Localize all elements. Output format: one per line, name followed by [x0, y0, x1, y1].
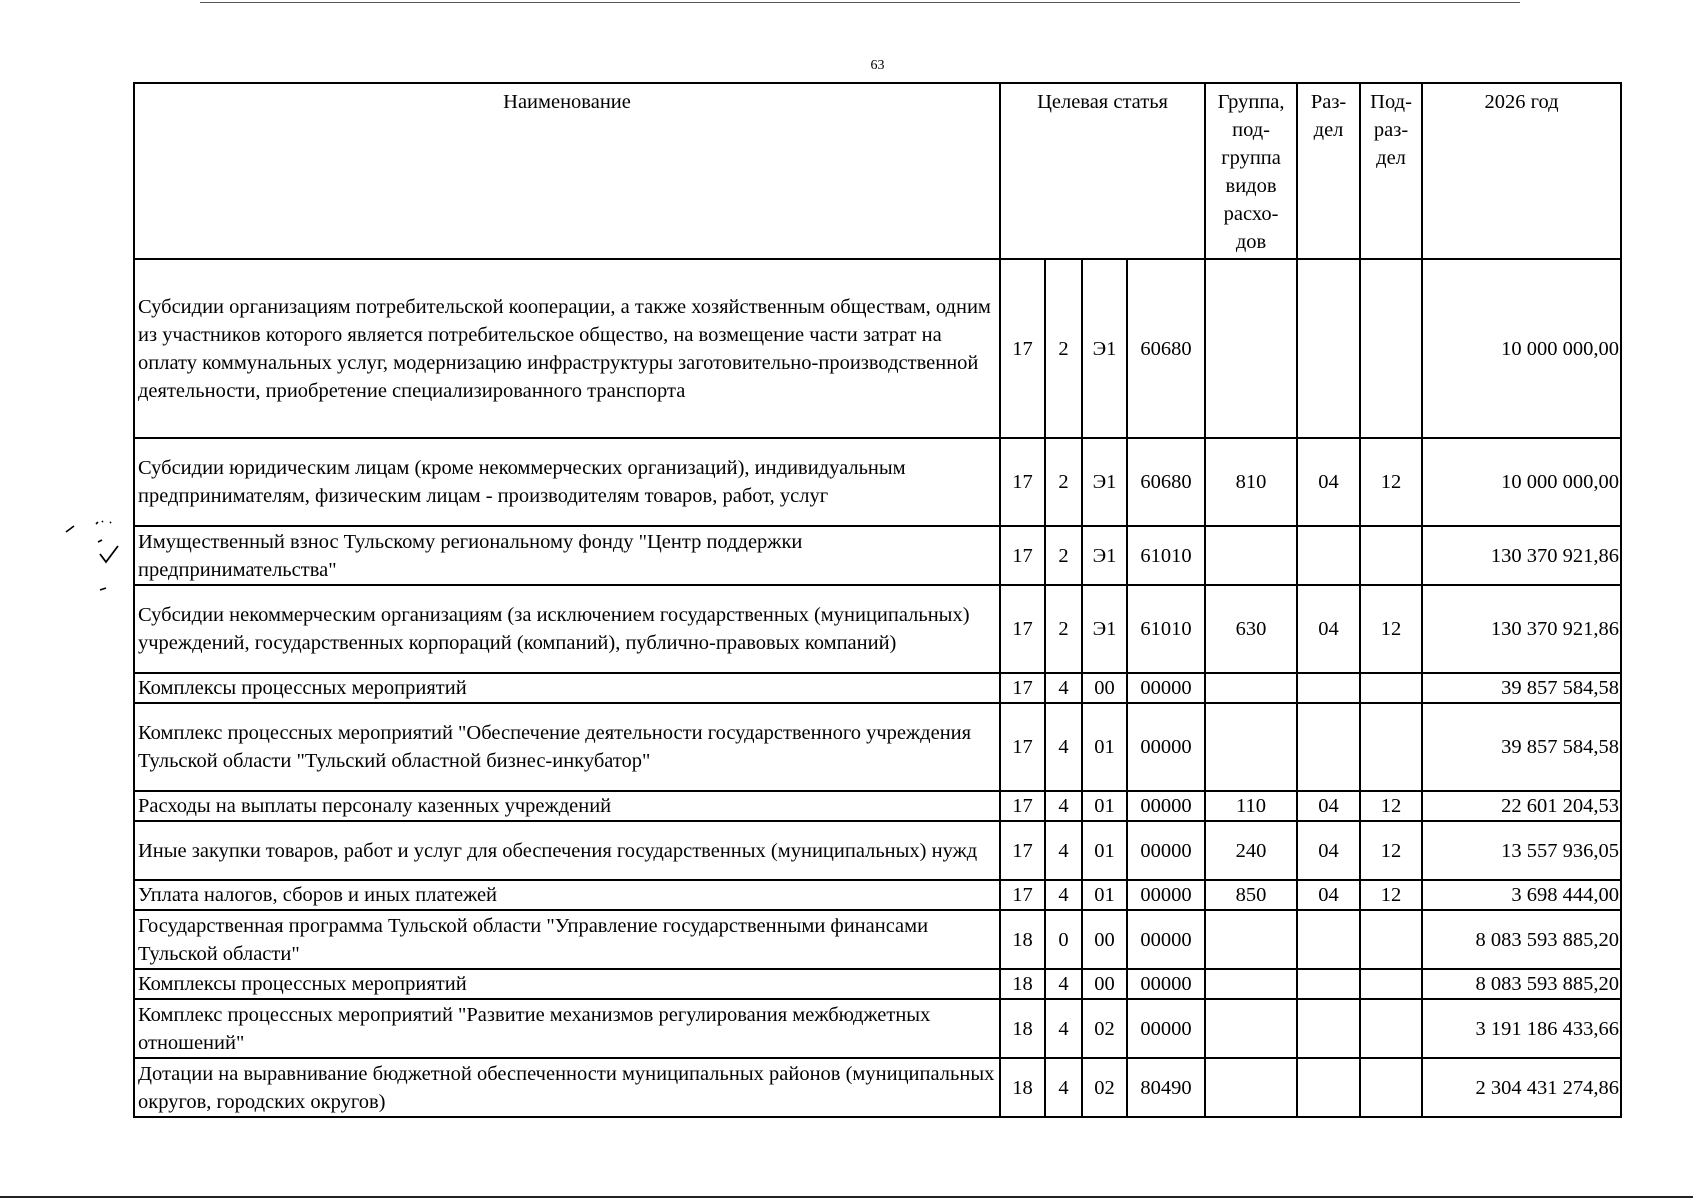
row-target-code-2: 0: [1045, 910, 1082, 969]
table-row: [134, 910, 1621, 969]
row-target-code-1: 18: [1000, 969, 1045, 999]
row-target-code-2: 2: [1045, 585, 1082, 673]
row-target-code-3: Э1: [1082, 259, 1127, 438]
page-number: 63: [870, 58, 885, 73]
header-year: 2026 год: [1422, 83, 1621, 259]
row-expense-group: 630: [1205, 585, 1297, 673]
row-expense-group: 850: [1205, 880, 1297, 910]
row-target-code-1: 17: [1000, 880, 1045, 910]
row-target-code-3: 00: [1082, 969, 1127, 999]
table-row: [134, 438, 1621, 526]
table-row: [134, 969, 1621, 999]
row-target-code-4: 00000: [1127, 880, 1205, 910]
row-expense-group: [1205, 673, 1297, 703]
row-subsection: [1360, 910, 1422, 969]
header-target-article: Целевая статья: [1000, 83, 1205, 259]
row-target-code-2: 4: [1045, 703, 1082, 791]
row-expense-group: [1205, 526, 1297, 585]
row-expense-group: [1205, 969, 1297, 999]
row-target-code-2: 2: [1045, 259, 1082, 438]
row-target-code-4: 61010: [1127, 526, 1205, 585]
row-amount: 10 000 000,00: [1422, 259, 1621, 438]
row-subsection: 12: [1360, 585, 1422, 673]
row-target-code-1: 17: [1000, 526, 1045, 585]
row-name: Комплекс процессных мероприятий "Обеспечение деятельности государственного учреждения Тульской области "Тульский областной бизнес-инкубатор": [134, 703, 1000, 791]
row-section: 04: [1297, 821, 1360, 880]
row-target-code-2: 2: [1045, 526, 1082, 585]
header-section: Раз- дел: [1297, 83, 1360, 259]
row-target-code-3: 01: [1082, 880, 1127, 910]
row-expense-group: [1205, 259, 1297, 438]
row-section: [1297, 969, 1360, 999]
row-section: 04: [1297, 438, 1360, 526]
row-target-code-4: 00000: [1127, 703, 1205, 791]
row-expense-group: [1205, 703, 1297, 791]
row-target-code-2: 4: [1045, 673, 1082, 703]
row-amount: 8 083 593 885,20: [1422, 969, 1621, 999]
row-name: Комплексы процессных мероприятий: [134, 673, 1000, 703]
row-name: Дотации на выравнивание бюджетной обеспеченности муниципальных районов (муниципальных округов, городских округов): [134, 1058, 1000, 1117]
row-amount: 130 370 921,86: [1422, 526, 1621, 585]
row-expense-group: [1205, 999, 1297, 1058]
row-target-code-4: 60680: [1127, 438, 1205, 526]
row-target-code-4: 00000: [1127, 791, 1205, 821]
row-target-code-3: 01: [1082, 821, 1127, 880]
row-target-code-1: 18: [1000, 999, 1045, 1058]
row-target-code-4: 00000: [1127, 673, 1205, 703]
row-target-code-3: 01: [1082, 703, 1127, 791]
row-amount: 22 601 204,53: [1422, 791, 1621, 821]
header-expense-group: Группа, под- группа видов расхо- дов: [1205, 83, 1297, 259]
table-header-row: [134, 83, 1621, 259]
row-target-code-3: Э1: [1082, 585, 1127, 673]
row-amount: 3 698 444,00: [1422, 880, 1621, 910]
row-target-code-1: 18: [1000, 1058, 1045, 1117]
row-target-code-2: 4: [1045, 969, 1082, 999]
table-row: [134, 673, 1621, 703]
row-target-code-4: 80490: [1127, 1058, 1205, 1117]
table-row: [134, 526, 1621, 585]
row-amount: 39 857 584,58: [1422, 703, 1621, 791]
row-subsection: [1360, 999, 1422, 1058]
row-target-code-1: 17: [1000, 585, 1045, 673]
row-expense-group: 810: [1205, 438, 1297, 526]
table-row: [134, 999, 1621, 1058]
row-target-code-3: 00: [1082, 910, 1127, 969]
top-scan-rule: [200, 2, 1520, 3]
row-name: Иные закупки товаров, работ и услуг для обеспечения государственных (муниципальных) нужд: [134, 821, 1000, 880]
row-subsection: [1360, 969, 1422, 999]
row-section: [1297, 526, 1360, 585]
table-row: [134, 259, 1621, 438]
row-subsection: 12: [1360, 438, 1422, 526]
row-section: [1297, 1058, 1360, 1117]
row-target-code-2: 4: [1045, 880, 1082, 910]
row-target-code-1: 17: [1000, 791, 1045, 821]
row-subsection: [1360, 673, 1422, 703]
row-target-code-2: 2: [1045, 438, 1082, 526]
row-target-code-3: 01: [1082, 791, 1127, 821]
row-subsection: [1360, 1058, 1422, 1117]
row-expense-group: 110: [1205, 791, 1297, 821]
row-target-code-4: 00000: [1127, 999, 1205, 1058]
row-target-code-2: 4: [1045, 999, 1082, 1058]
row-target-code-3: 00: [1082, 673, 1127, 703]
row-section: [1297, 999, 1360, 1058]
row-expense-group: [1205, 1058, 1297, 1117]
row-section: [1297, 673, 1360, 703]
row-target-code-1: 17: [1000, 438, 1045, 526]
row-subsection: [1360, 703, 1422, 791]
header-subsection: Под- раз- дел: [1360, 83, 1422, 259]
row-target-code-1: 17: [1000, 259, 1045, 438]
row-target-code-1: 17: [1000, 673, 1045, 703]
row-amount: 8 083 593 885,20: [1422, 910, 1621, 969]
row-name: Государственная программа Тульской области "Управление государственными финансами Тульской области": [134, 910, 1000, 969]
row-section: 04: [1297, 880, 1360, 910]
row-section: [1297, 703, 1360, 791]
row-target-code-1: 17: [1000, 821, 1045, 880]
row-target-code-4: 00000: [1127, 821, 1205, 880]
row-amount: 3 191 186 433,66: [1422, 999, 1621, 1058]
row-amount: 39 857 584,58: [1422, 673, 1621, 703]
row-subsection: 12: [1360, 791, 1422, 821]
table-row: [134, 791, 1621, 821]
row-target-code-3: Э1: [1082, 438, 1127, 526]
bottom-scan-rule: [0, 1196, 1693, 1198]
row-name: Уплата налогов, сборов и иных платежей: [134, 880, 1000, 910]
row-subsection: [1360, 259, 1422, 438]
row-section: 04: [1297, 585, 1360, 673]
row-amount: 2 304 431 274,86: [1422, 1058, 1621, 1117]
header-name: Наименование: [134, 83, 1000, 259]
row-target-code-1: 18: [1000, 910, 1045, 969]
row-name: Комплекс процессных мероприятий "Развитие механизмов регулирования межбюджетных отношений": [134, 999, 1000, 1058]
table-row: [134, 1058, 1621, 1117]
row-expense-group: [1205, 910, 1297, 969]
row-target-code-3: Э1: [1082, 526, 1127, 585]
row-subsection: 12: [1360, 880, 1422, 910]
row-name: Расходы на выплаты персоналу казенных учреждений: [134, 791, 1000, 821]
row-target-code-4: 00000: [1127, 969, 1205, 999]
table-row: [134, 880, 1621, 910]
row-target-code-1: 17: [1000, 703, 1045, 791]
row-target-code-3: 02: [1082, 999, 1127, 1058]
row-section: [1297, 259, 1360, 438]
row-subsection: [1360, 526, 1422, 585]
table-row: [134, 821, 1621, 880]
row-target-code-3: 02: [1082, 1058, 1127, 1117]
row-target-code-4: 00000: [1127, 910, 1205, 969]
row-name: Субсидии организациям потребительской кооперации, а также хозяйственным обществам, одним из участников которого является потребительское общество, на возмещение части затрат на оплату коммунальных услуг, модернизацию инфраструктуры заготовительно-производственной деятельности, приобретение специализированного транспорта: [134, 259, 1000, 438]
row-target-code-2: 4: [1045, 1058, 1082, 1117]
row-section: [1297, 910, 1360, 969]
row-target-code-2: 4: [1045, 791, 1082, 821]
row-target-code-4: 61010: [1127, 585, 1205, 673]
row-target-code-2: 4: [1045, 821, 1082, 880]
row-amount: 130 370 921,86: [1422, 585, 1621, 673]
row-amount: 13 557 936,05: [1422, 821, 1621, 880]
row-name: Комплексы процессных мероприятий: [134, 969, 1000, 999]
row-amount: 10 000 000,00: [1422, 438, 1621, 526]
row-name: Субсидии некоммерческим организациям (за исключением государственных (муниципальных) учреждений, государственных корпораций (компаний), публично-правовых компаний): [134, 585, 1000, 673]
budget-table: [133, 82, 1622, 1118]
row-subsection: 12: [1360, 821, 1422, 880]
row-name: Субсидии юридическим лицам (кроме некоммерческих организаций), индивидуальным предпринимателям, физическим лицам - производителям товаров, работ, услуг: [134, 438, 1000, 526]
table-row: [134, 585, 1621, 673]
table-row: [134, 703, 1621, 791]
row-target-code-4: 60680: [1127, 259, 1205, 438]
row-section: 04: [1297, 791, 1360, 821]
row-name: Имущественный взнос Тульскому региональному фонду "Центр поддержки предпринимательства": [134, 526, 1000, 585]
row-expense-group: 240: [1205, 821, 1297, 880]
margin-check-marks: [62, 518, 132, 598]
